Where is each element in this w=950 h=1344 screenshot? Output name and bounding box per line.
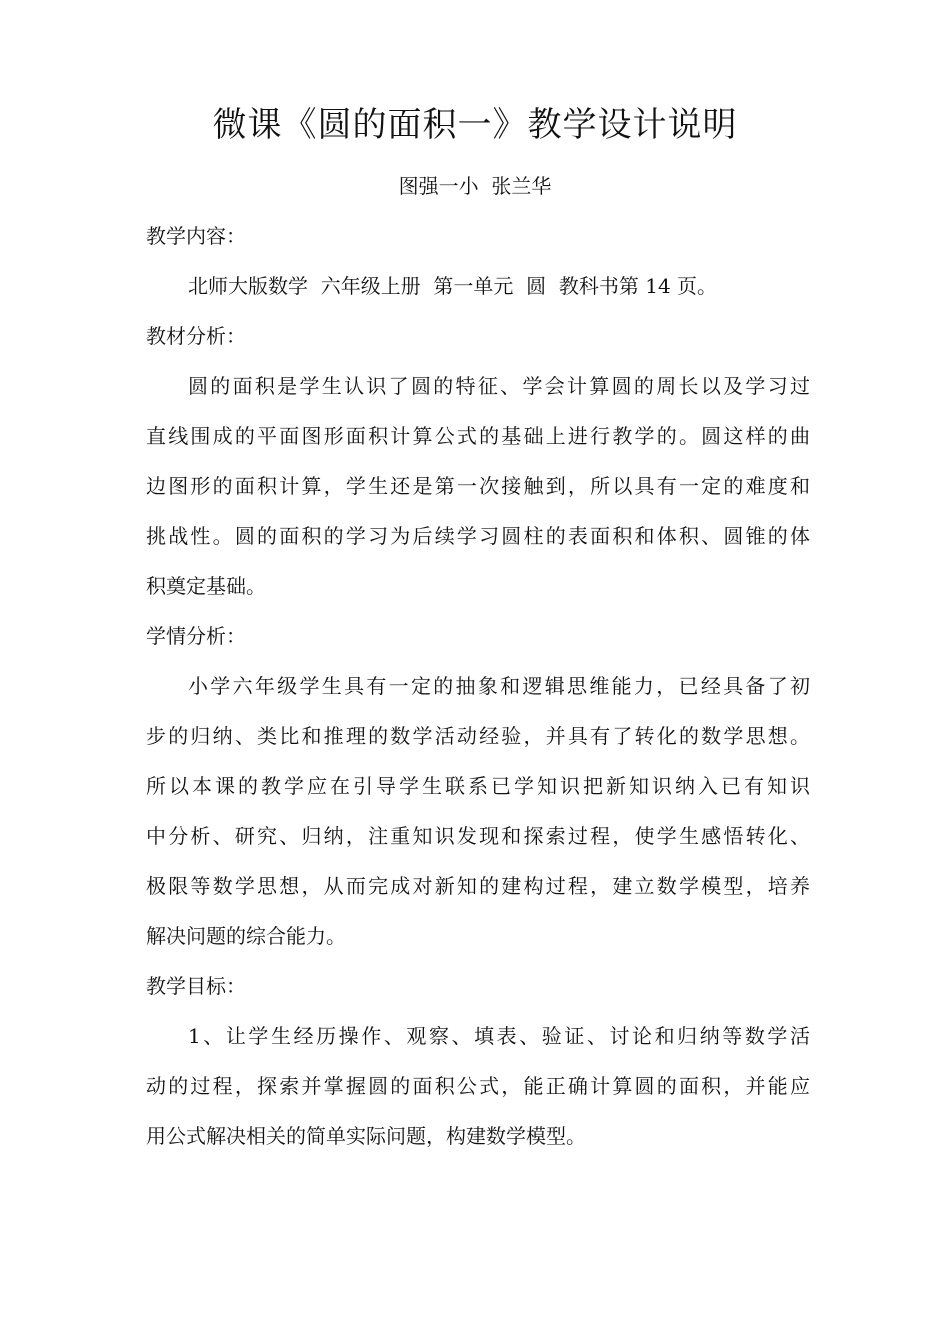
section-heading-content: 教学内容： bbox=[146, 224, 246, 248]
paragraph-line: 极限等数学思想，从而完成对新知的建构过程，建立数学模型，培养 bbox=[146, 874, 810, 898]
paragraph-line: 边图形的面积计算，学生还是第一次接触到，所以具有一定的难度和 bbox=[146, 474, 810, 498]
paragraph-line: 解决问题的综合能力。 bbox=[146, 924, 346, 948]
paragraph-line: 挑战性。圆的面积的学习为后续学习圆柱的表面积和体积、圆锥的体 bbox=[146, 524, 810, 548]
paragraph-line: 用公式解决相关的简单实际问题，构建数学模型。 bbox=[146, 1124, 586, 1148]
paragraph-line: 1、让学生经历操作、观察、填表、验证、讨论和归纳等数学活 bbox=[188, 1024, 810, 1048]
paragraph-line: 所以本课的教学应在引导学生联系已学知识把新知识纳入已有知识 bbox=[146, 774, 810, 798]
paragraph-line: 北师大版数学 六年级上册 第一单元 圆 教科书第 14 页。 bbox=[188, 274, 718, 298]
section-heading-material: 教材分析： bbox=[146, 324, 246, 348]
paragraph-line: 小学六年级学生具有一定的抽象和逻辑思维能力，已经具备了初 bbox=[188, 674, 810, 698]
paragraph-line: 动的过程，探索并掌握圆的面积公式，能正确计算圆的面积，并能应 bbox=[146, 1074, 810, 1098]
author-line: 图强一小 张兰华 bbox=[398, 174, 552, 198]
paragraph-line: 直线围成的平面图形面积计算公式的基础上进行教学的。圆这样的曲 bbox=[146, 424, 810, 448]
document-title: 微课《圆的面积一》教学设计说明 bbox=[212, 105, 738, 145]
section-heading-students: 学情分析： bbox=[146, 624, 246, 648]
paragraph-line: 积奠定基础。 bbox=[146, 574, 266, 598]
section-heading-goals: 教学目标： bbox=[146, 974, 246, 998]
paragraph-line: 步的归纳、类比和推理的数学活动经验，并具有了转化的数学思想。 bbox=[146, 724, 810, 748]
paragraph-line: 圆的面积是学生认识了圆的特征、学会计算圆的周长以及学习过 bbox=[188, 374, 810, 398]
paragraph-line: 中分析、研究、归纳，注重知识发现和探索过程，使学生感悟转化、 bbox=[146, 824, 810, 848]
